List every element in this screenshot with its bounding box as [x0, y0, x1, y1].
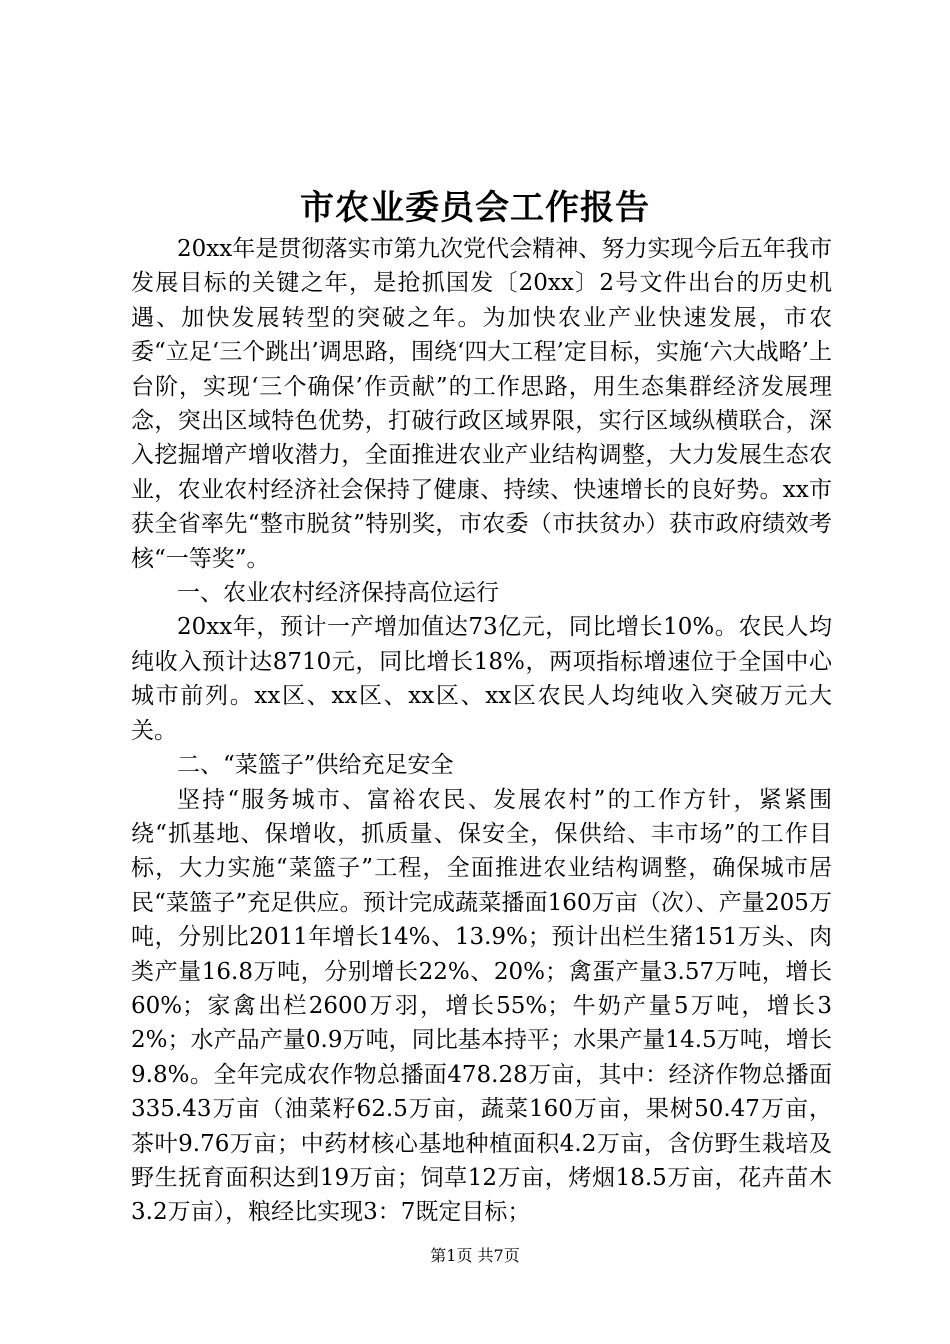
section-heading-2: 二、“菜篮子”供给充足安全 — [177, 752, 454, 779]
section-heading-1: 一、农业农村经济保持高位运行 — [177, 580, 499, 607]
page-footer: 第1页 共7页 — [430, 1246, 520, 1265]
section-2-paragraph: 坚持“服务城市、富裕农民、发展农村”的工作方针，紧紧围绕“抓基地、保增收，抓质量、保安全，保供给、丰市场”的工作目标，大力实施“菜篮子”工程，全面推进农业结构调整，确保城市居民“菜篮子”充足供应。预计完成蔬菜播面160万亩（次）、产量205万吨，分别比2011年增长14%、13.9%；预计出栏生猪151万头、肉类产量16.8万吨，分别增长22%、20%；禽蛋产量3.57万吨，增长60%；家禽出栏2600万羽，增长55%；牛奶产量5万吨，增长32%；水产品产量0.9万吨，同比基本持平；水果产量14.5万吨，增长9.8%。全年完成农作物总播面478.28万亩，其中：经济作物总播面335.43万亩（油菜籽62.5万亩，蔬菜160万亩，果树50.47万亩，茶叶9.76万亩；中药材核心基地种植面积4.2万亩，含仿野生栽培及野生抚育面积达到19万亩；饲草12万亩，烤烟18.5万亩，花卉苗木3.2万亩），粮经比实现3：7既定目标； — [131, 786, 832, 1226]
intro-paragraph: 20xx年是贯彻落实市第九次党代会精神、努力实现今后五年我市发展目标的关键之年，是抢抓国发〔20xx〕2号文件出台的历史机遇、加快发展转型的突破之年。为加快农业产业快速发展，市农委“立足‘三个跳出’调思路，围绕‘四大工程’定目标，实施‘六大战略’上台阶，实现‘三个确保’作贡献”的工作思路，用生态集群经济发展理念，突出区域特色优势，打破行政区域界限，实行区域纵横联合，深入挖掘增产增收潜力，全面推进农业产业结构调整，大力发展生态农业，农业农村经济社会保持了健康、持续、快速增长的良好势。xx市获全省率先“整市脱贫”特别奖，市农委（市扶贫办）获市政府绩效考核“一等奖”。 — [131, 236, 832, 572]
document-body — [131, 232, 832, 1230]
document-title: 市农业委员会工作报告 — [300, 188, 650, 228]
section-1-paragraph: 20xx年，预计一产增加值达73亿元，同比增长10%。农民人均纯收入预计达8710元，同比增长18%，两项指标增速位于全国中心城市前列。xx区、xx区、xx区、xx区农民人均纯收入突破万元大关。 — [131, 614, 832, 744]
